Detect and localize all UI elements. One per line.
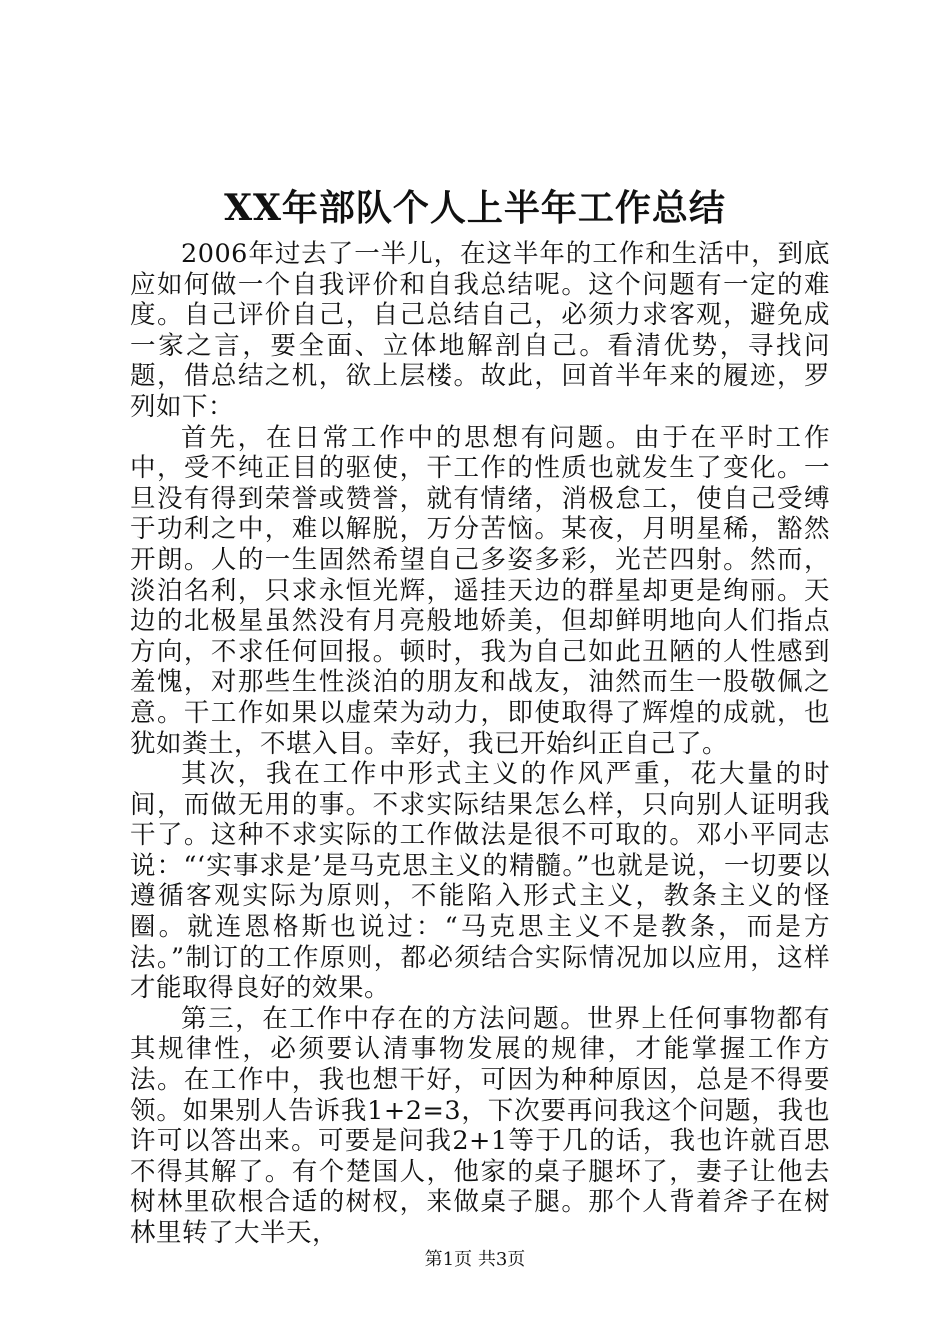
document-title: XX年部队个人上半年工作总结 <box>224 187 726 229</box>
paragraph-first-point: 首先，在日常工作中的思想有问题。由于在平时工作中，受不纯正目的驱使，干工作的性质也就发生了变化。一旦没有得到荣誉或赞誉，就有情绪，消极怠工，使自己受缚于功利之中，难以解脱，万分苦恼。某夜，月明星稀，豁然开朗。人的一生固然希望自己多姿多彩，光芒四射。然而，淡泊名利，只求永恒光辉，遥挂天边的群星却更是绚丽。天边的北极星虽然没有月亮般地娇美，但却鲜明地向人们指点方向，不求任何回报。顿时，我为自己如此丑陋的人性感到羞愧，对那些生性淡泊的朋友和战友，油然而生一股敬佩之意。干工作如果以虚荣为动力，即使取得了辉煌的成就，也犹如粪土，不堪入目。幸好，我已开始纠正自己了。 <box>130 422 830 759</box>
document-body <box>130 239 830 1249</box>
paragraph-third-point: 第三，在工作中存在的方法问题。世界上任何事物都有其规律性，必须要认清事物发展的规律，才能掌握工作方法。在工作中，我也想干好，可因为种种原因，总是不得要领。如果别人告诉我1+2=3，下次要再问我这个问题，我也许可以答出来。可要是问我2+1等于几的话，我也许就百思不得其解了。有个楚国人，他家的桌子腿坏了，妻子让他去树林里砍根合适的树杈，来做桌子腿。那个人背着斧子在树林里转了大半天， <box>130 1003 830 1248</box>
paragraph-second-point: 其次，我在工作中形式主义的作风严重，花大量的时间，而做无用的事。不求实际结果怎么样，只向别人证明我干了。这种不求实际的工作做法是很不可取的。邓小平同志说：“‘实事求是’是马克思主义的精髓。”也就是说，一切要以遵循客观实际为原则，不能陷入形式主义，教条主义的怪圈。就连恩格斯也说过：“马克思主义不是教条，而是方法。”制订的工作原则，都必须结合实际情况加以应用，这样才能取得良好的效果。 <box>130 759 830 1004</box>
page-footer: 第1页 共3页 <box>424 1249 526 1270</box>
paragraph-intro: 2006年过去了一半儿，在这半年的工作和生活中，到底应如何做一个自我评价和自我总结呢。这个问题有一定的难度。自己评价自己，自己总结自己，必须力求客观，避免成一家之言，要全面、立体地解剖自己。看清优势，寻找问题，借总结之机，欲上层楼。故此，回首半年来的履迹，罗列如下： <box>130 239 830 422</box>
